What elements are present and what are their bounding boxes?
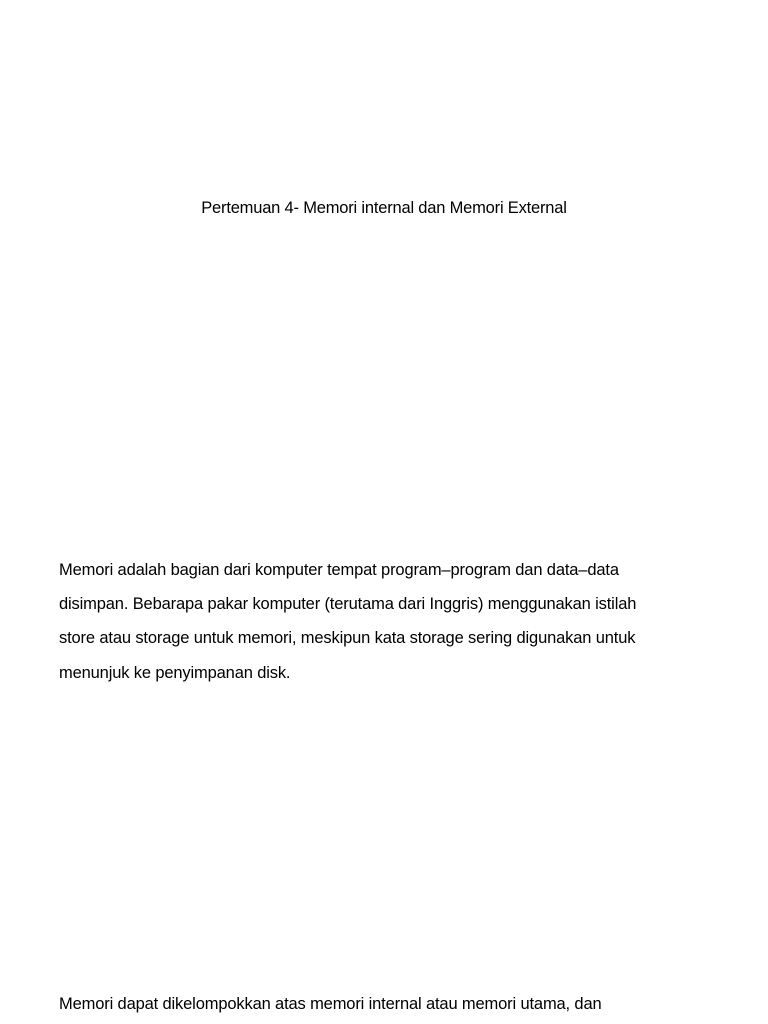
paragraph-line: disimpan. Bebarapa pakar komputer (terutama dari Inggris) menggunakan istilah: [59, 595, 637, 614]
paragraph-line: Memori adalah bagian dari komputer tempat program–program dan data–data: [59, 561, 619, 579]
paragraph-line: menunjuk ke penyimpanan disk.: [59, 663, 291, 682]
paragraph-line: store atau storage untuk memori, meskipun kata storage sering digunakan untuk: [59, 629, 636, 648]
paragraph-memory-definition: [59, 553, 719, 690]
paragraph-line: Memori dapat dikelompokkan atas memori internal atau memori utama, dan: [59, 995, 602, 1013]
document-title: Pertemuan 4- Memori internal dan Memori External: [201, 199, 567, 217]
paragraph-memory-classification: [59, 987, 719, 1021]
